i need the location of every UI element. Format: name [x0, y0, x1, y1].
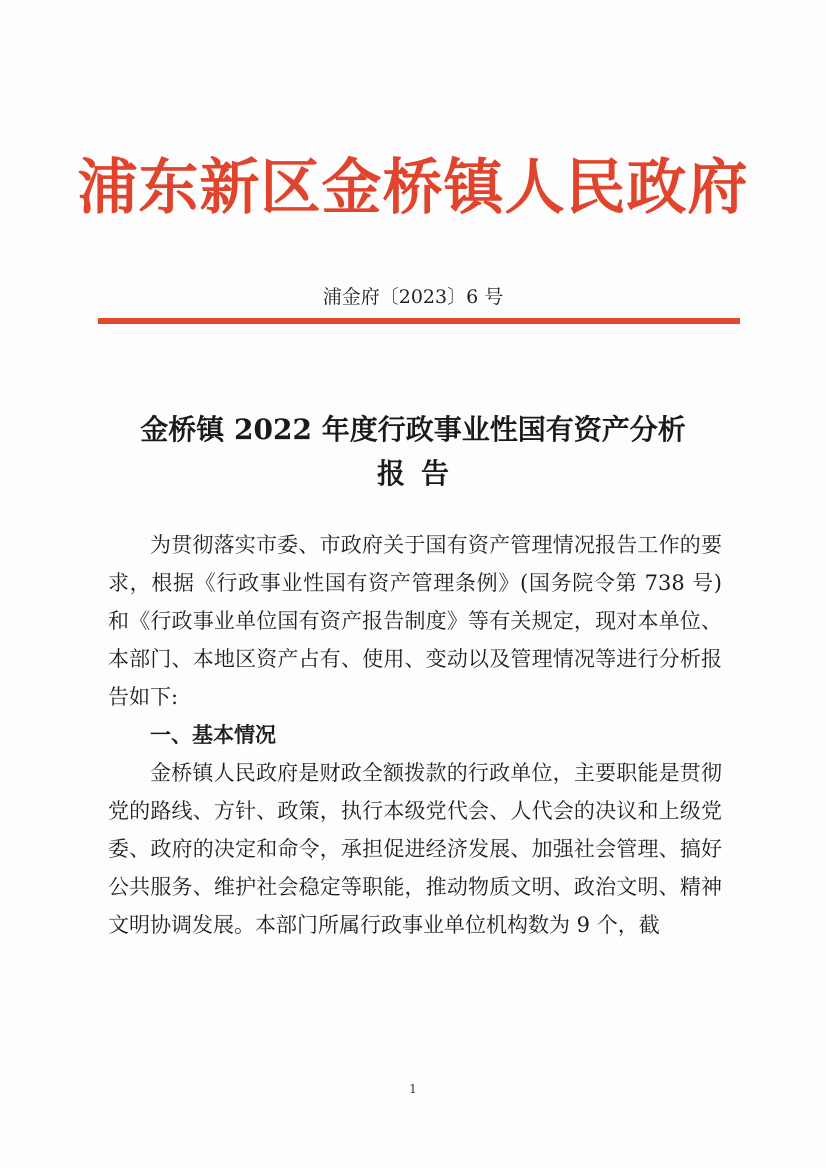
document-number: 浦金府〔2023〕6 号 [322, 286, 504, 308]
red-divider-rule [98, 318, 740, 324]
document-body [108, 526, 722, 944]
section-paragraph: 金桥镇人民政府是财政全额拨款的行政单位，主要职能是贯彻党的路线、方针、政策，执行本级党代会、人代会的决议和上级党委、政府的决定和命令，承担促进经济发展、加强社会管理、搞好公共服务、维护社会稳定等职能，推动物质文明、政治文明、精神文明协调发展。本部门所属行政事业单位机构数为 9 个，截 [108, 761, 722, 937]
issuer-masthead: 浦东新区金桥镇人民政府 [77, 153, 749, 223]
intro-paragraph: 为贯彻落实市委、市政府关于国有资产管理情况报告工作的要求，根据《行政事业性国有资产管理条例》(国务院令第 738 号) 和《行政事业单位国有资产报告制度》等有关规定，现对本单位、本部门、本地区资产占有、使用、变动以及管理情况等进行分析报告如下: [108, 533, 722, 709]
section-heading: 一、基本情况 [150, 723, 276, 747]
document-title [60, 408, 766, 496]
title-line-2: 报告 [376, 457, 465, 490]
page-number: 1 [409, 1082, 417, 1096]
title-line-1: 金桥镇 2022 年度行政事业性国有资产分析 [140, 413, 686, 446]
